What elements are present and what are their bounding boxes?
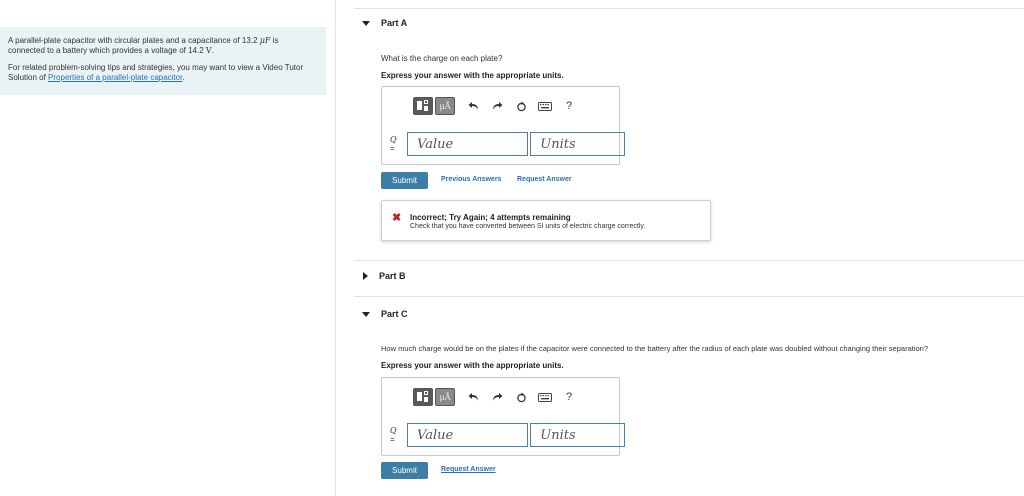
problem-text: A parallel-plate capacitor with circular plates and a capacitance of 13.2 μF is connected to a battery which provides a voltage of 14.2 V. bbox=[8, 36, 279, 55]
part-a-submit-button[interactable]: Submit bbox=[381, 172, 428, 189]
divider bbox=[354, 260, 1024, 261]
caret-down-icon bbox=[362, 312, 370, 317]
value-input[interactable]: Value bbox=[407, 423, 528, 447]
part-c-instruction: Express your answer with the appropriate units. bbox=[381, 361, 564, 370]
part-c-title: Part C bbox=[381, 309, 408, 319]
q-label: Q = bbox=[390, 135, 397, 153]
part-b-header[interactable] bbox=[362, 271, 406, 281]
problem-panel bbox=[0, 0, 336, 496]
part-c-submit-button[interactable]: Submit bbox=[381, 462, 428, 479]
part-a-request-answer-link[interactable]: Request Answer bbox=[517, 176, 572, 183]
parts-panel bbox=[336, 0, 1024, 496]
feedback-message: Check that you have converted between SI units of electric charge correctly. bbox=[410, 223, 646, 230]
reset-button[interactable] bbox=[513, 389, 529, 405]
undo-icon bbox=[468, 392, 479, 402]
math-toolbar bbox=[413, 97, 577, 115]
help-button[interactable]: ? bbox=[565, 391, 573, 403]
part-c-answer-box bbox=[381, 377, 620, 456]
redo-button[interactable] bbox=[489, 389, 505, 405]
fraction-template-button[interactable] bbox=[413, 97, 433, 115]
problem-statement bbox=[0, 27, 326, 95]
part-a-header[interactable] bbox=[362, 18, 407, 28]
fraction-template-icon bbox=[417, 391, 429, 403]
units-button[interactable]: μÅ bbox=[435, 97, 455, 115]
part-a-input-row bbox=[390, 132, 627, 156]
part-c-header[interactable] bbox=[362, 309, 408, 319]
video-tutor-link[interactable]: Properties of a parallel-plate capacitor bbox=[48, 73, 183, 82]
redo-icon bbox=[492, 392, 503, 402]
part-c-question: How much charge would be on the plates if the capacitor were connected to the battery after the radius of each plate was doubled without changing their separation? bbox=[381, 344, 929, 353]
feedback-title: Incorrect; Try Again; 4 attempts remaining bbox=[410, 213, 571, 222]
keyboard-button[interactable] bbox=[537, 389, 553, 405]
undo-button[interactable] bbox=[465, 98, 481, 114]
reset-icon bbox=[516, 101, 527, 112]
part-a-instruction: Express your answer with the appropriate units. bbox=[381, 71, 564, 80]
divider bbox=[354, 296, 1024, 297]
caret-right-icon bbox=[363, 272, 368, 280]
part-c-input-row bbox=[390, 423, 627, 447]
caret-down-icon bbox=[362, 21, 370, 26]
part-a-answer-box bbox=[381, 86, 620, 165]
part-c-request-answer-link[interactable]: Request Answer bbox=[441, 466, 496, 473]
units-input[interactable]: Units bbox=[530, 132, 624, 156]
reset-button[interactable] bbox=[513, 98, 529, 114]
q-label: Q = bbox=[390, 426, 397, 444]
error-icon: ✖ bbox=[392, 212, 402, 224]
part-a-question: What is the charge on each plate? bbox=[381, 54, 503, 63]
tips-text: For related problem-solving tips and strategies, you may want to view a Video Tutor Solution of Properties of a parallel-plate capacitor. bbox=[8, 63, 304, 82]
divider bbox=[354, 8, 1024, 9]
undo-icon bbox=[468, 101, 479, 111]
voltage-unit: V bbox=[205, 46, 212, 55]
math-toolbar bbox=[413, 388, 577, 406]
units-button[interactable]: μÅ bbox=[435, 388, 455, 406]
part-a-title: Part A bbox=[381, 18, 408, 28]
fraction-template-button[interactable] bbox=[413, 388, 433, 406]
help-button[interactable]: ? bbox=[565, 100, 573, 112]
part-b-title: Part B bbox=[379, 271, 406, 281]
redo-button[interactable] bbox=[489, 98, 505, 114]
keyboard-icon bbox=[538, 393, 552, 402]
reset-icon bbox=[516, 392, 527, 403]
undo-button[interactable] bbox=[465, 389, 481, 405]
redo-icon bbox=[492, 101, 503, 111]
fraction-template-icon bbox=[417, 100, 429, 112]
capacitance-unit: μF bbox=[259, 36, 271, 45]
units-input[interactable]: Units bbox=[530, 423, 624, 447]
value-input[interactable]: Value bbox=[407, 132, 528, 156]
previous-answers-link[interactable]: Previous Answers bbox=[441, 176, 502, 183]
keyboard-button[interactable] bbox=[537, 98, 553, 114]
keyboard-icon bbox=[538, 102, 552, 111]
incorrect-feedback bbox=[381, 200, 711, 241]
